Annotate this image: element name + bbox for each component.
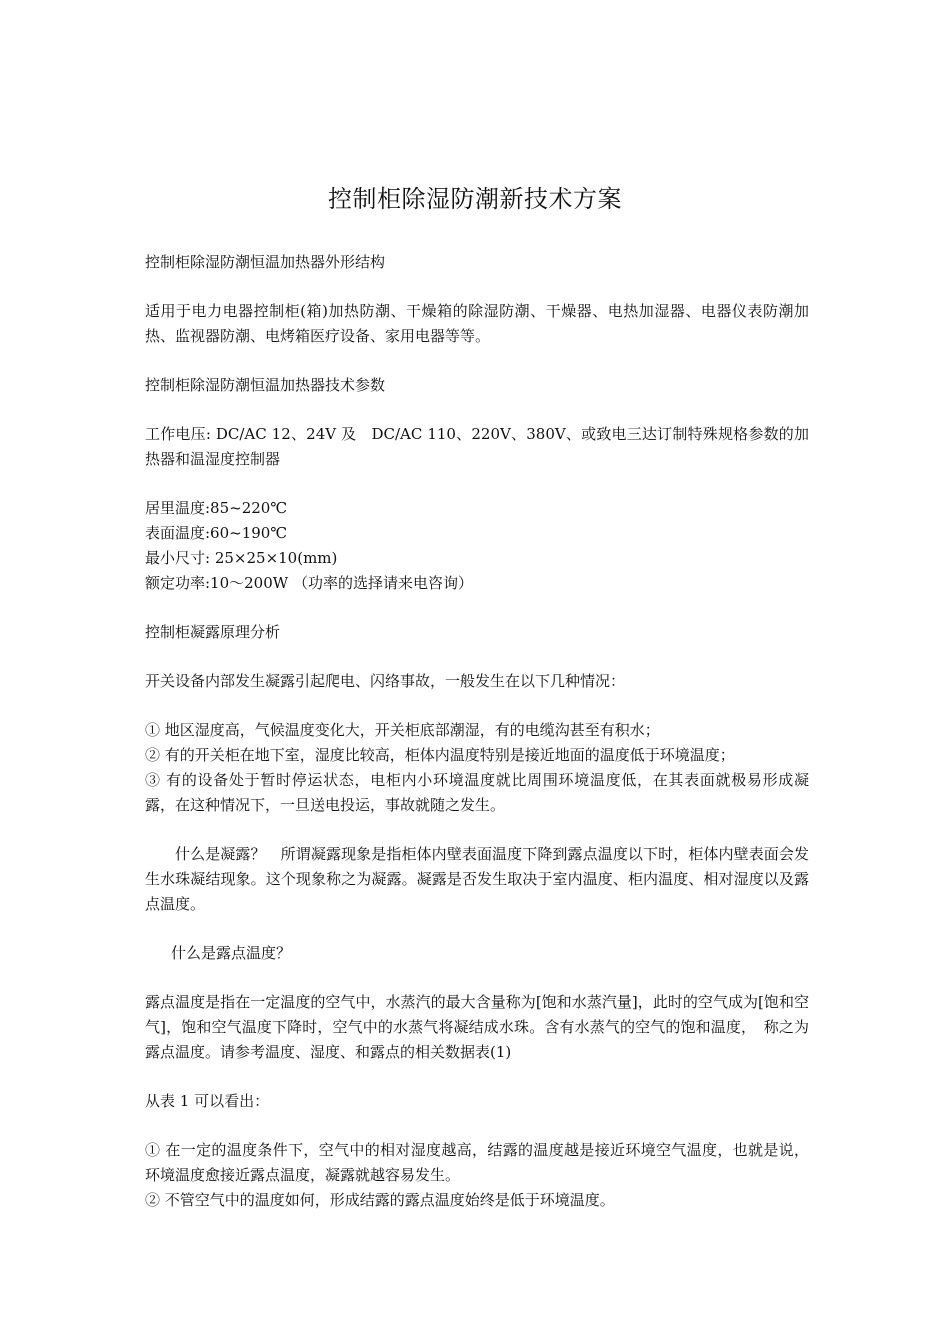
paragraph-applications: 适用于电力电器控制柜(箱)加热防潮、干燥箱的除湿防潮、干燥器、电热加湿器、电器仪表防潮加热、监视器防潮、电烤箱医疗设备、家用电器等等。 bbox=[145, 302, 809, 345]
spec-surface-temperature: 表面温度:60~190℃ bbox=[145, 524, 288, 542]
heading-heater-structure: 控制柜除湿防潮恒温加热器外形结构 bbox=[145, 253, 386, 271]
paragraph-dew-point-definition: 露点温度是指在一定温度的空气中，水蒸汽的最大含量称为[饱和水蒸汽量]，此时的空气成为[饱和空气]，饱和空气温度下降时，空气中的水蒸气将凝结成水珠。含有水蒸气的空气的饱和温度， 称之为露点温度。请参考温度、湿度、和露点的相关数据表(1) bbox=[145, 993, 809, 1061]
list-item-case-1: ① 地区湿度高，气候温度变化大，开关柜底部潮湿，有的电缆沟甚至有积水； bbox=[145, 721, 660, 739]
paragraph-condensation-intro: 开关设备内部发生凝露引起爬电、闪络事故，一般发生在以下几种情况： bbox=[145, 672, 626, 690]
document-body bbox=[145, 250, 809, 1213]
spec-curie-temperature: 居里温度:85~220℃ bbox=[145, 499, 288, 517]
paragraph-voltage: 工作电压: DC/AC 12、24V 及 DC/AC 110、220V、380V、或致电三达订制特殊规格参数的加热器和温湿度控制器 bbox=[145, 425, 809, 468]
heading-what-is-dew-point: 什么是露点温度？ bbox=[171, 944, 292, 962]
list-item-conclusion-1: ① 在一定的温度条件下，空气中的相对湿度越高，结露的温度越是接近环境空气温度，也就是说，环境温度愈接近露点温度，凝露就越容易发生。 bbox=[145, 1141, 809, 1184]
spec-min-size: 最小尺寸: 25×25×10(mm) bbox=[145, 549, 338, 567]
paragraph-table-reference: 从表 1 可以看出： bbox=[145, 1092, 270, 1110]
list-item-conclusion-2: ② 不管空气中的温度如何，形成结露的露点温度始终是低于环境温度。 bbox=[145, 1191, 615, 1209]
list-item-case-2: ② 有的开关柜在地下室，湿度比较高，柜体内温度特别是接近地面的温度低于环境温度； bbox=[145, 746, 735, 764]
document-title: 控制柜除湿防潮新技术方案 bbox=[328, 185, 622, 213]
heading-heater-specs: 控制柜除湿防潮恒温加热器技术参数 bbox=[145, 376, 386, 394]
paragraph-what-is-condensation: 什么是凝露？ 所谓凝露现象是指柜体内壁表面温度下降到露点温度以下时，柜体内壁表面会发生水珠凝结现象。这个现象称之为凝露。凝露是否发生取决于室内温度、柜内温度、相对湿度以及露点温度。 bbox=[145, 845, 809, 913]
spec-rated-power: 额定功率:10～200W （功率的选择请来电咨询） bbox=[145, 574, 473, 592]
heading-condensation-analysis: 控制柜凝露原理分析 bbox=[145, 623, 281, 641]
list-item-case-3: ③ 有的设备处于暂时停运状态，电柜内小环境温度就比周围环境温度低，在其表面就极易形成凝露，在这种情况下，一旦送电投运，事故就随之发生。 bbox=[145, 771, 809, 814]
